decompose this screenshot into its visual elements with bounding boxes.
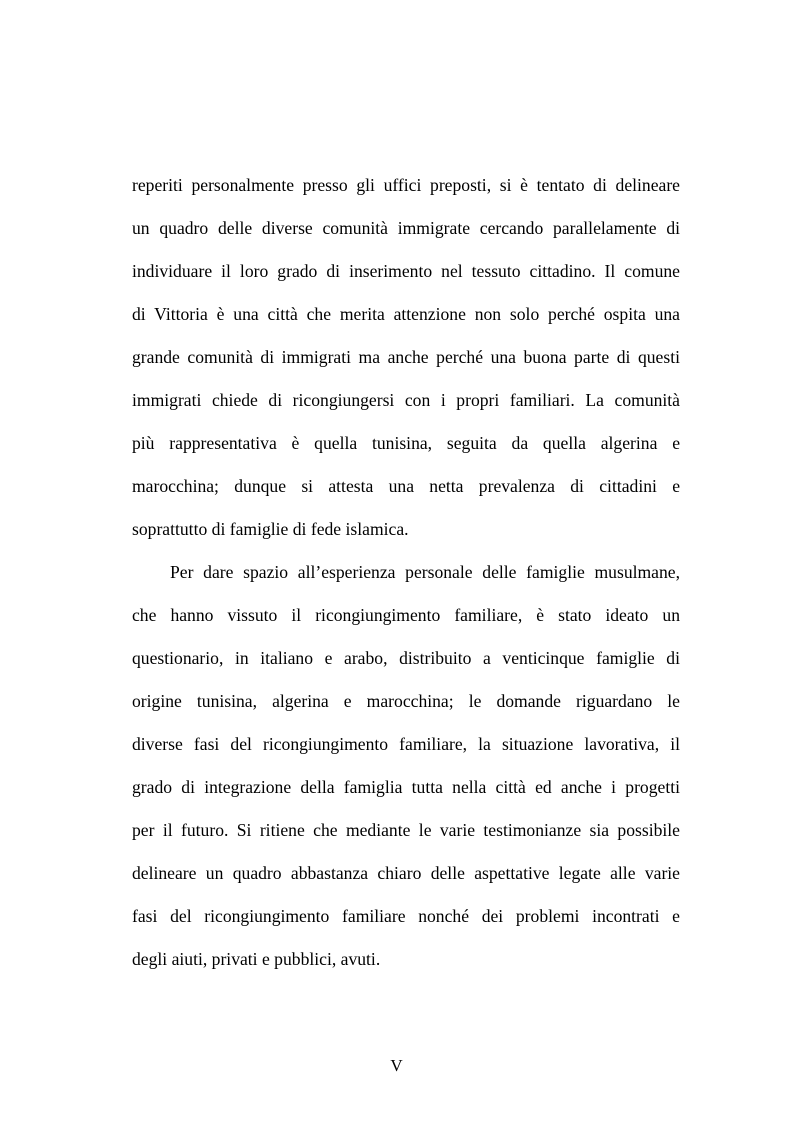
text-line: origine tunisina, algerina e marocchina; le domande riguardano le	[132, 691, 680, 711]
text-line: Per dare spazio all’esperienza personale delle famiglie musulmane,	[170, 562, 680, 582]
text-line: reperiti personalmente presso gli uffici preposti, si è tentato di delineare	[132, 175, 680, 195]
text-line: diverse fasi del ricongiungimento familiare, la situazione lavorativa, il	[132, 734, 680, 754]
text-line: grande comunità di immigrati ma anche perché una buona parte di questi	[132, 347, 680, 367]
text-line: fasi del ricongiungimento familiare nonché dei problemi incontrati e	[132, 906, 680, 926]
text-line: immigrati chiede di ricongiungersi con i propri familiari. La comunità	[132, 390, 680, 410]
text-line: individuare il loro grado di inserimento nel tessuto cittadino. Il comune	[132, 261, 680, 281]
paragraph-1	[132, 164, 680, 551]
text-line: grado di integrazione della famiglia tutta nella città ed anche i progetti	[132, 777, 680, 797]
text-line: marocchina; dunque si attesta una netta prevalenza di cittadini e	[132, 476, 680, 496]
text-line: un quadro delle diverse comunità immigrate cercando parallelamente di	[132, 218, 680, 238]
text-line: questionario, in italiano e arabo, distribuito a venticinque famiglie di	[132, 648, 680, 668]
body-text	[132, 164, 680, 981]
paragraph-2	[132, 551, 680, 981]
text-line: degli aiuti, privati e pubblici, avuti.	[132, 949, 381, 969]
text-line: soprattutto di famiglie di fede islamica.	[132, 519, 409, 539]
text-line: che hanno vissuto il ricongiungimento familiare, è stato ideato un	[132, 605, 680, 625]
text-line: per il futuro. Si ritiene che mediante le varie testimonianze sia possibile	[132, 820, 680, 840]
text-line: di Vittoria è una città che merita attenzione non solo perché ospita una	[132, 304, 680, 324]
page-number: V	[390, 1056, 403, 1075]
text-line: delineare un quadro abbastanza chiaro delle aspettative legate alle varie	[132, 863, 680, 883]
text-line: più rappresentativa è quella tunisina, seguita da quella algerina e	[132, 433, 680, 453]
